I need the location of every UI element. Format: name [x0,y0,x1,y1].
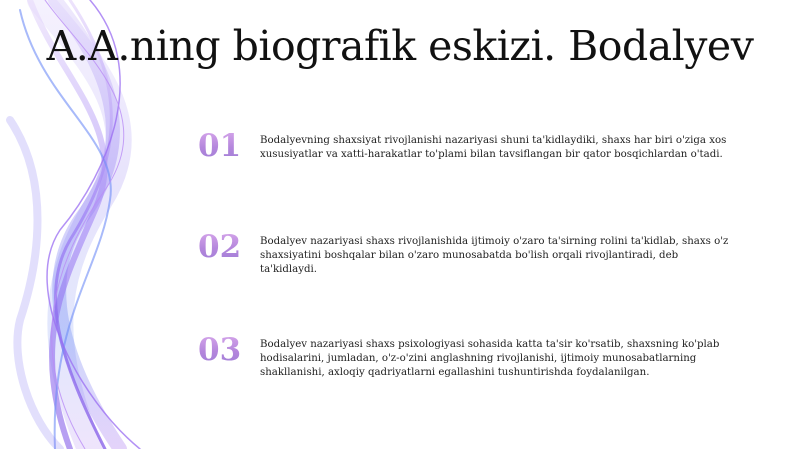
list-item [198,332,738,418]
page-title: A.A.ning biografik eskizi. Bodalyev [46,22,754,70]
item-number: 02 [198,229,254,265]
item-number: 01 [198,128,254,164]
item-number: 03 [198,332,254,368]
list-item [198,128,738,214]
list-item [198,229,738,315]
item-text: Bodalyev nazariyasi shaxs rivojlanishida ijtimoiy o'zaro ta'sirning rolini ta'kidlab, shaxs o'z shaxsiyatini boshqalar bilan o'zaro munosabatda bo'lish orqali rivojlantiradi, deb ta'kidlaydi. [260,236,729,275]
item-text: Bodalyevning shaxsiyat rivojlanishi nazariyasi shuni ta'kidlaydiki, shaxs har biri o'ziga xos xususiyatlar va xatti-harakatlar to'plami bilan tavsiflangan bir qator bosqichlardan o'tadi. [260,135,727,160]
item-text: Bodalyev nazariyasi shaxs psixologiyasi sohasida katta ta'sir ko'rsatib, shaxsning ko'plab hodisalarini, jumladan, o'z-o'zini anglashning rivojlanishi, ijtimoiy munosabatlarning shakllanishi, axloqiy qadriyatlarni egallashini tushuntirishda foydalanilgan. [260,339,720,378]
